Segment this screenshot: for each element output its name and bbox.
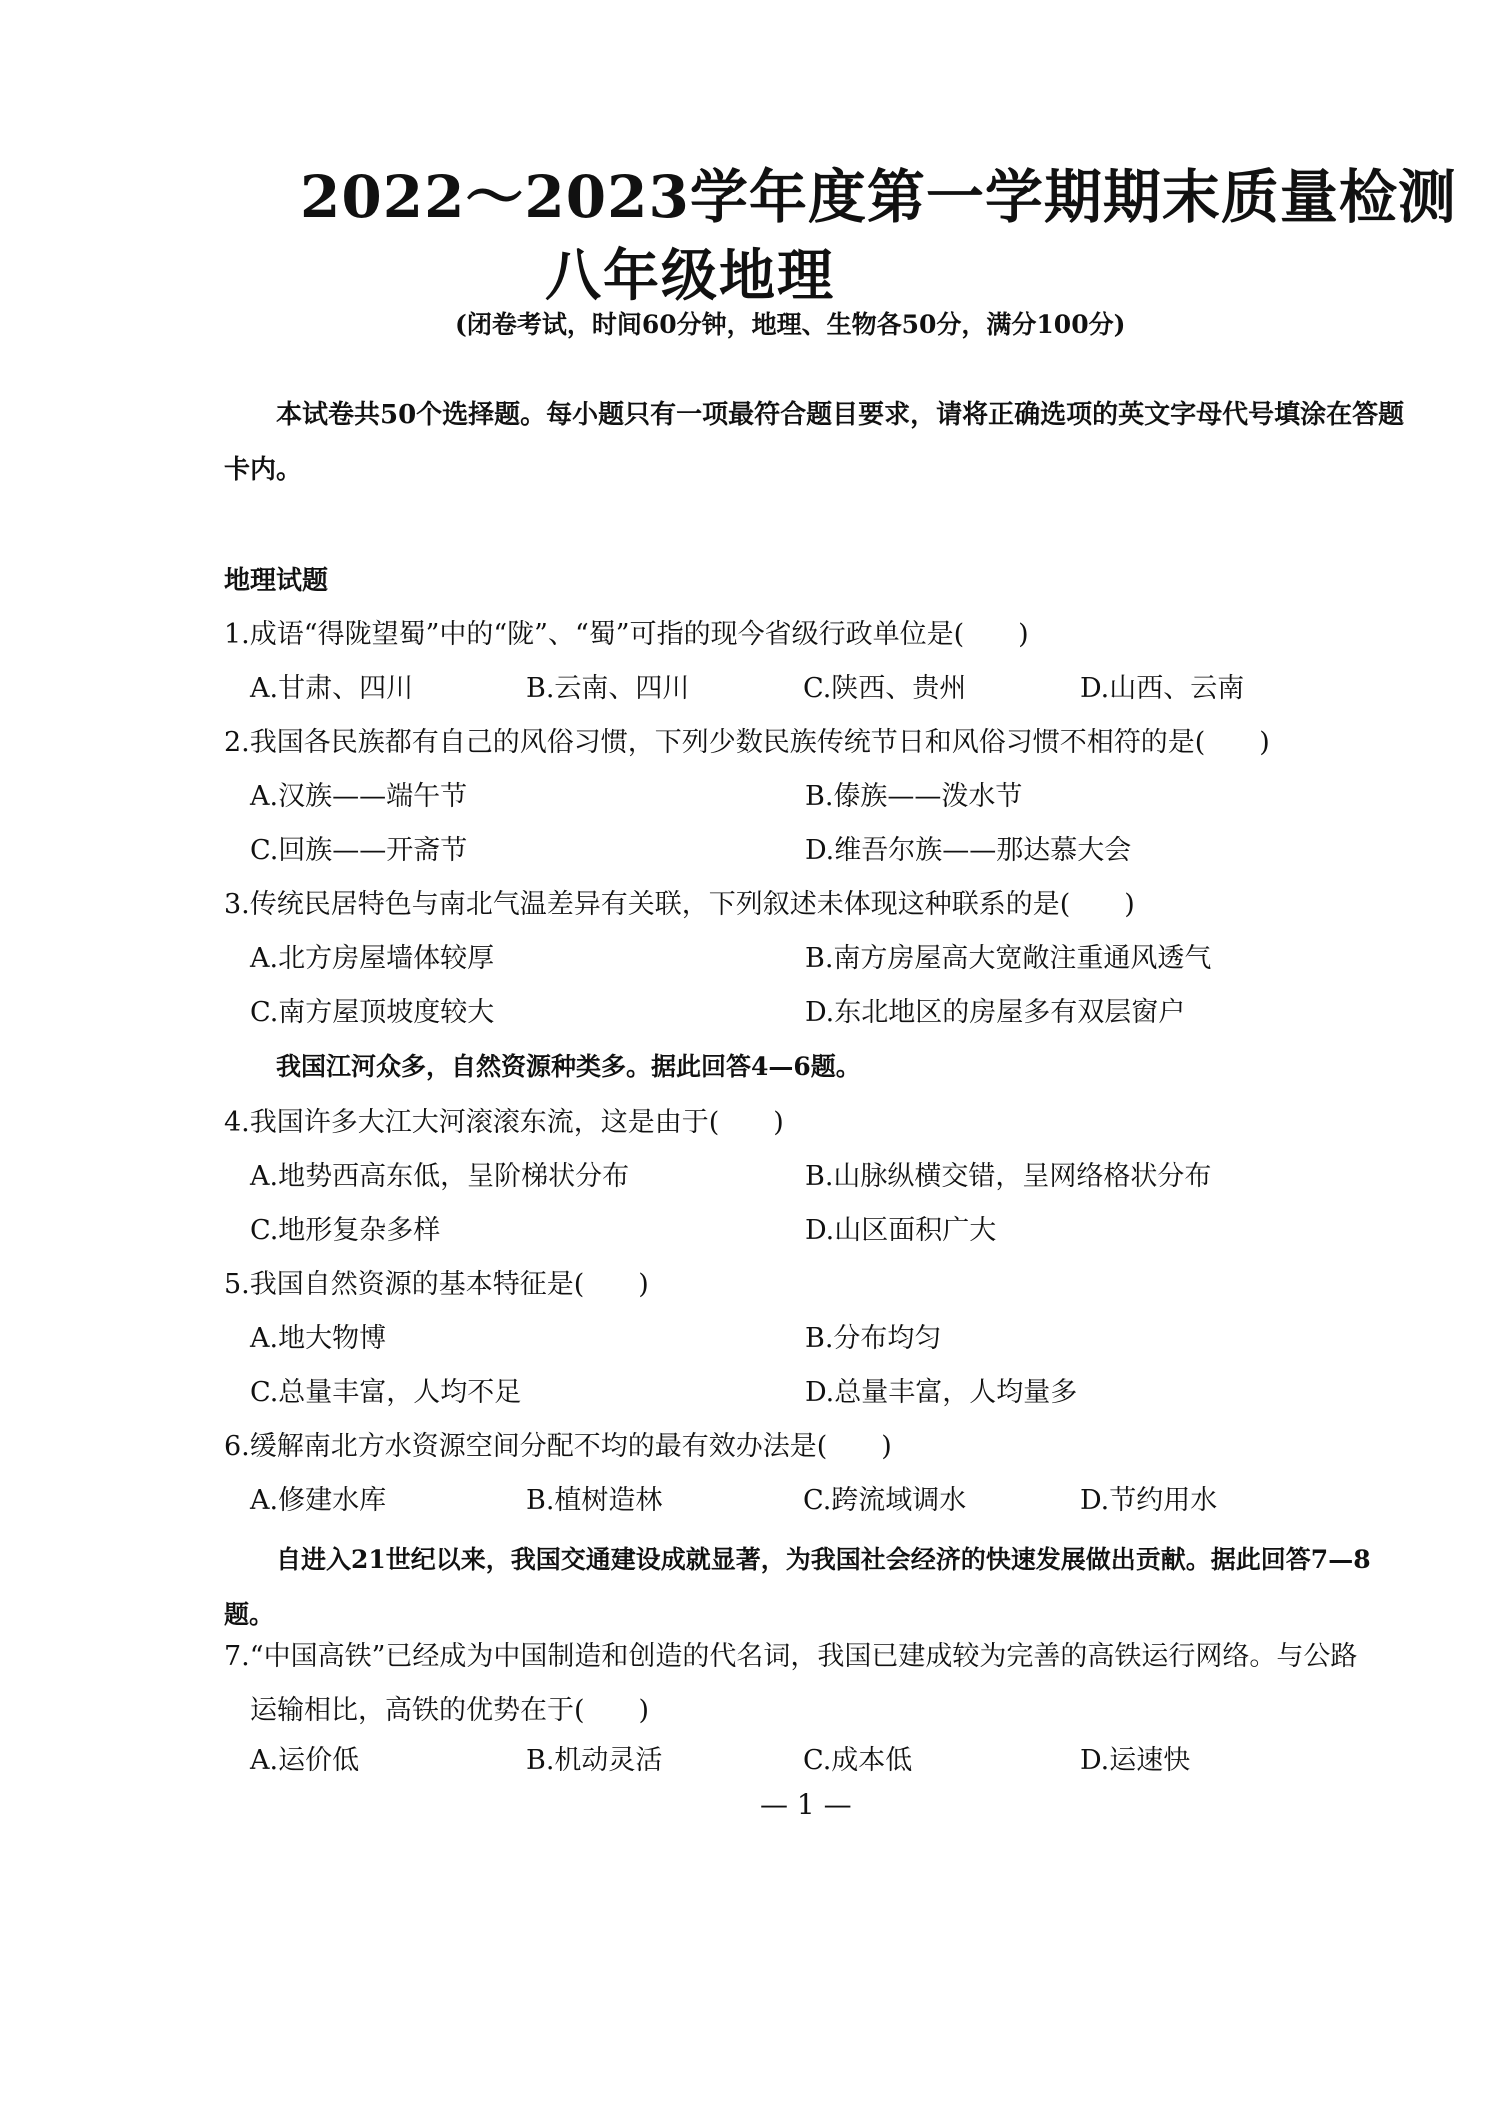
question-option: D.维吾尔族——那达慕大会: [805, 835, 1132, 866]
question-option: D.节约用水: [1080, 1485, 1218, 1516]
question-stem-continuation: 运输相比，高铁的优势在于( ): [250, 1695, 650, 1726]
question-stem: 2.我国各民族都有自己的风俗习惯，下列少数民族传统节日和风俗习惯不相符的是( ): [224, 727, 1270, 758]
page-title: 2022～2023学年度第一学期期末质量检测: [300, 163, 1457, 231]
section-label: 地理试题: [224, 566, 329, 596]
question-option: C.成本低: [803, 1745, 913, 1776]
question-stem: 6.缓解南北方水资源空间分配不均的最有效办法是( ): [224, 1431, 892, 1462]
question-option: A.地势西高东低，呈阶梯状分布: [250, 1161, 630, 1192]
question-option: A.汉族——端午节: [250, 781, 468, 812]
page-number: — 1 —: [760, 1788, 852, 1821]
question-option: D.东北地区的房屋多有双层窗户: [805, 997, 1186, 1028]
question-option: B.机动灵活: [526, 1745, 663, 1776]
question-stem: [224, 1630, 1404, 1738]
question-option: D.总量丰富，人均量多: [805, 1377, 1078, 1408]
question-option: C.回族——开斋节: [250, 835, 468, 866]
question-option: D.山西、云南: [1080, 673, 1245, 704]
question-option: B.植树造林: [526, 1485, 663, 1516]
question-option: C.跨流域调水: [803, 1485, 967, 1516]
instructions: 本试卷共50个选择题。每小题只有一项最符合题目要求，请将正确选项的英文字母代号填涂在答题卡内。: [224, 400, 1405, 485]
question-option: A.运价低: [250, 1745, 360, 1776]
question-option: B.分布均匀: [805, 1323, 942, 1354]
reading-material: 自进入21世纪以来，我国交通建设成就显著，为我国社会经济的快速发展做出贡献。据此回答7—8题。: [224, 1545, 1371, 1629]
question-stem: 4.我国许多大江大河滚滚东流，这是由于( ): [224, 1107, 784, 1138]
question-option: A.北方房屋墙体较厚: [250, 943, 495, 974]
question-option: B.云南、四川: [526, 673, 690, 704]
question-stem: 1.成语“得陇望蜀”中的“陇”、“蜀”可指的现今省级行政单位是( ): [224, 619, 1029, 650]
question-option: C.地形复杂多样: [250, 1215, 441, 1246]
question-stem: 3.传统民居特色与南北气温差异有关联，下列叙述未体现这种联系的是( ): [224, 889, 1135, 920]
question-stem: 5.我国自然资源的基本特征是( ): [224, 1269, 649, 1300]
question-option: C.陕西、贵州: [803, 673, 967, 704]
question-option: C.南方屋顶坡度较大: [250, 997, 495, 1028]
question-option: B.山脉纵横交错，呈网络格状分布: [805, 1161, 1212, 1192]
page-subtitle: 八年级地理: [545, 243, 835, 309]
question-option: B.傣族——泼水节: [805, 781, 1023, 812]
question-option: A.甘肃、四川: [250, 673, 414, 704]
question-stem-line: 7.“中国高铁”已经成为中国制造和创造的代名词，我国已建成较为完善的高铁运行网络。与公路: [224, 1641, 1358, 1672]
question-option: D.山区面积广大: [805, 1215, 997, 1246]
question-option: A.修建水库: [250, 1485, 387, 1516]
question-option: A.地大物博: [250, 1323, 387, 1354]
reading-material: 我国江河众多，自然资源种类多。据此回答4—6题。: [276, 1052, 861, 1081]
question-option: C.总量丰富，人均不足: [250, 1377, 522, 1408]
question-option: B.南方房屋高大宽敞注重通风透气: [805, 943, 1212, 974]
exam-note: (闭卷考试，时间60分钟，地理、生物各50分，满分100分): [455, 310, 1126, 339]
question-option: D.运速快: [1080, 1745, 1191, 1776]
